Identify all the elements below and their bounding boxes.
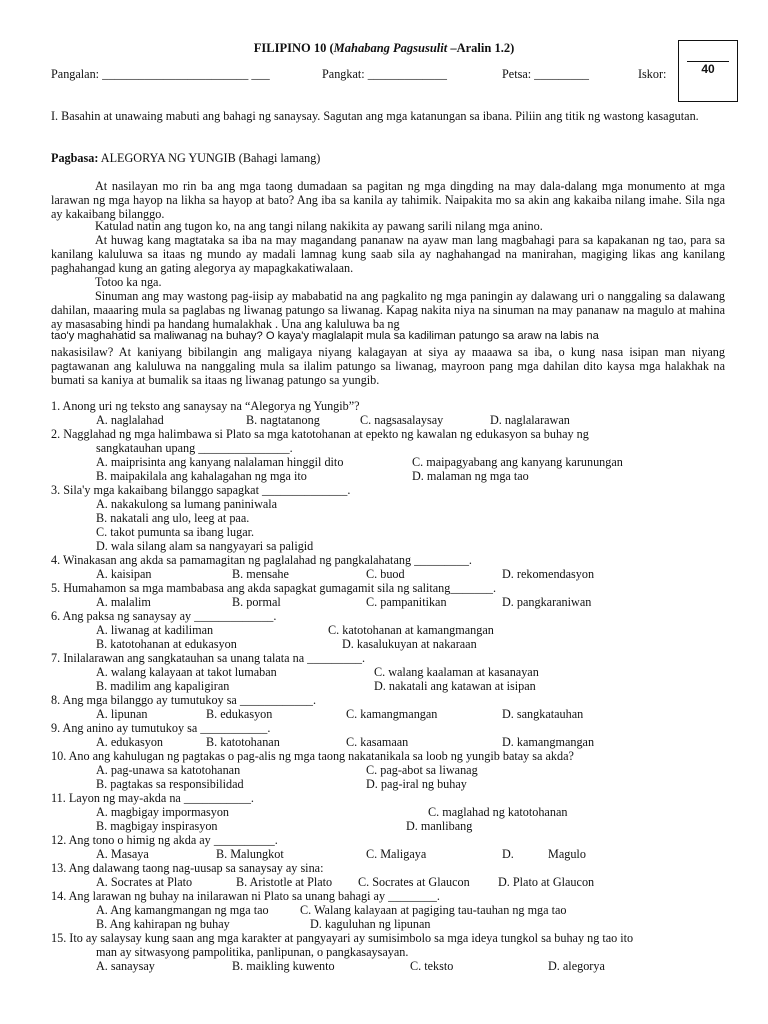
- score-total: 40: [701, 62, 715, 76]
- option-c: C. buod: [366, 567, 405, 581]
- option-b: B. maipakilala ang kahalagahan ng mga ito: [96, 469, 307, 483]
- question-2-cont: sangkatauhan upang _______________.: [96, 441, 293, 455]
- option-d: D. kaguluhan ng lipunan: [310, 917, 431, 931]
- question-2: 2. Nagglahad ng mga halimbawa si Plato sa mga katotohanan at epekto ng kawalan ng edukasyon sa buhay ng: [51, 427, 589, 441]
- option-d-letter: D.: [502, 847, 514, 861]
- option-b: B. mensahe: [232, 567, 289, 581]
- option-c: C. Walang kalayaan at pagiging tau-tauhan ng mga tao: [300, 903, 567, 917]
- option-a: A. liwanag at kadiliman: [96, 623, 214, 637]
- option-d: D. alegorya: [548, 959, 605, 973]
- question-15-cont: man ay sitwasyong pampolitika, panlipunan, o pangkasaysayan.: [96, 945, 409, 959]
- question-6: 6. Ang paksa ng sanaysay ay _____________.: [51, 609, 277, 623]
- option-c: C. maipagyabang ang kanyang karunungan: [412, 455, 623, 469]
- title-subtitle: Mahabang Pagsusulit: [333, 41, 448, 55]
- option-b: B. Aristotle at Plato: [236, 875, 333, 889]
- question-9: 9. Ang anino ay tumutukoy sa ___________.: [51, 721, 271, 735]
- option-b: B. edukasyon: [206, 707, 273, 721]
- option-c: C. teksto: [410, 959, 454, 973]
- score-box: [678, 40, 738, 102]
- option-b: B. pormal: [232, 595, 281, 609]
- option-c: C. maglahad ng katotohanan: [428, 805, 568, 819]
- option-d: D. manlibang: [406, 819, 473, 833]
- option-c: C. walang kaalaman at kasanayan: [374, 665, 539, 679]
- date-field: Petsa: _________: [502, 67, 590, 81]
- name-field: Pangalan: ________________________ ___: [51, 67, 270, 81]
- option-a: A. pag-unawa sa katotohanan: [96, 763, 241, 777]
- option-c: C. Socrates at Glaucon: [358, 875, 470, 889]
- section-field: Pangkat: _____________: [322, 67, 447, 81]
- option-c: C. takot pumunta sa ibang lugar.: [96, 525, 255, 539]
- option-a: A. Ang kamangmangan ng mga tao: [96, 903, 269, 917]
- question-11: 11. Layon ng may-akda na ___________.: [51, 791, 254, 805]
- option-c: C. nagsasalaysay: [360, 413, 444, 427]
- option-b: B. nagtatanong: [246, 413, 320, 427]
- question-5: 5. Humahamon sa mga mambabasa ang akda sapagkat gumagamit sila ng salitang_______.: [51, 581, 497, 595]
- option-b: B. pagtakas sa responsibilidad: [96, 777, 244, 791]
- option-a: A. sanaysay: [96, 959, 155, 973]
- title-lesson: –Aralin 1.2): [447, 41, 515, 55]
- reading-paragraph-2: Katulad natin ang tugon ko, na ang tangi nilang nakikita ay pawang sarili nilang mga anino.: [95, 219, 543, 233]
- option-a: A. Masaya: [96, 847, 149, 861]
- question-13: 13. Ang dalawang taong nag-uusap sa sanaysay ay sina:: [51, 861, 324, 875]
- option-c: C. pag-abot sa liwanag: [366, 763, 478, 777]
- question-15: 15. Ito ay salaysay kung saan ang mga karakter at pangyayari ay sumisimbolo sa mga ideya tungkol sa buhay ng tao ito: [51, 931, 634, 945]
- option-b: B. katotohanan at edukasyon: [96, 637, 237, 651]
- option-b: B. Ang kahirapan ng buhay: [96, 917, 230, 931]
- question-1: 1. Anong uri ng teksto ang sanaysay na “Alegorya ng Yungib”?: [51, 399, 360, 413]
- option-a: A. naglalahad: [96, 413, 164, 427]
- option-b: B. magbigay inspirasyon: [96, 819, 218, 833]
- option-d: D. pag-iral ng buhay: [366, 777, 467, 791]
- option-c: C. kasamaan: [346, 735, 409, 749]
- reading-title: ALEGORYA NG YUNGIB (Bahagi lamang): [98, 151, 321, 165]
- question-7: 7. Inilalarawan ang sangkatauhan sa unang talata na _________.: [51, 651, 366, 665]
- page-title: [0, 41, 768, 55]
- reading-label: Pagbasa:: [51, 151, 99, 165]
- option-c: C. kamangmangan: [346, 707, 438, 721]
- option-b: B. maikling kuwento: [232, 959, 335, 973]
- option-b: B. Malungkot: [216, 847, 284, 861]
- option-a: A. Socrates at Plato: [96, 875, 193, 889]
- option-a: A. lipunan: [96, 707, 148, 721]
- option-a: A. maiprisinta ang kanyang nalalaman hinggil dito: [96, 455, 344, 469]
- question-14: 14. Ang larawan ng buhay na inilarawan ni Plato sa unang bahagi ay ________.: [51, 889, 440, 903]
- option-d: D. sangkatauhan: [502, 707, 584, 721]
- option-d: D. kasalukuyan at nakaraan: [342, 637, 477, 651]
- reading-paragraph-3: At huwag kang magtataka sa iba na may magandang pananaw na ayaw man lang magbahagi para sa kapakanan ng tao, para sa kanilang kaluluwa sa itaas ng mundo ay madali lamnag kung saab sila ay naghahangad na manirahan, magiging likas ang kanilang paghahangad kung an gating alegorya ay mapagkakatiwalaan.: [51, 233, 725, 276]
- reading-paragraph-5: Sinuman ang may wastong pag-iisip ay mababatid na ang pagkalito ng mga paningin ay dalawang uri o nanggaling sa dalawang dahilan, maaaring mula sa paglabas ng liwanag patungo sa liwanag. Kapag nakita niya na sinuman na may pananaw na magulo at mahina ay masasabing hindi pa handang humalakhak . Una ang kaluluwa ba ng: [51, 289, 725, 332]
- question-8: 8. Ang mga bilanggo ay tumutukoy sa ____________.: [51, 693, 317, 707]
- option-d: D. naglalarawan: [490, 413, 570, 427]
- option-a: A. walang kalayaan at takot lumaban: [96, 665, 277, 679]
- score-label: Iskor:: [638, 67, 667, 81]
- option-a: A. nakakulong sa lumang paniniwala: [96, 497, 278, 511]
- option-d: D. wala silang alam sa nangyayari sa paligid: [96, 539, 314, 553]
- question-3: 3. Sila'y mga kakaibang bilanggo sapagkat ______________.: [51, 483, 351, 497]
- option-d: D. rekomendasyon: [502, 567, 595, 581]
- option-a: A. malalim: [96, 595, 151, 609]
- option-b: B. nakatali ang ulo, leeg at paa.: [96, 511, 250, 525]
- reading-paragraph-1: At nasilayan mo rin ba ang mga taong dumadaan sa pagitan ng mga dingding na may dala-dalang mga monumento at mga larawan ng mga hayop na likha sa hayop at bato? Ang iba sa kanila ay tahimik. Naipakita mo sa akin ang kakaiba nilang imahe. Sila nga ay kakaibang bilanggo.: [51, 179, 725, 222]
- option-a: A. kaisipan: [96, 567, 152, 581]
- question-10: 10. Ano ang kahulugan ng pagtakas o pag-alis ng mga taong nakatanikala sa loob ng yungib batay sa akda?: [51, 749, 574, 763]
- option-d: D. Plato at Glaucon: [498, 875, 595, 889]
- title-subject: FILIPINO 10 (: [253, 41, 334, 55]
- question-4: 4. Winakasan ang akda sa pamamagitan ng paglalahad ng pangkalahatang _________.: [51, 553, 472, 567]
- option-d-text: Magulo: [548, 847, 586, 861]
- reading-heading: [51, 151, 320, 165]
- option-d: D. nakatali ang katawan at isipan: [374, 679, 536, 693]
- option-a: A. magbigay impormasyon: [96, 805, 230, 819]
- option-b: B. katotohanan: [206, 735, 280, 749]
- option-c: C. katotohanan at kamangmangan: [328, 623, 494, 637]
- option-b: B. madilim ang kapaligiran: [96, 679, 230, 693]
- option-c: C. pampanitikan: [366, 595, 447, 609]
- option-a: A. edukasyon: [96, 735, 164, 749]
- instructions: I. Basahin at unawaing mabuti ang bahagi ng sanaysay. Sagutan ang mga katanungan sa ibana. Piliin ang titik ng wastong kasagutan.: [51, 109, 699, 123]
- reading-paragraph-5-end: nakasisilaw? At kaniyang bibilangin ang maligaya niyang kalagayan at siya ay maaawa sa iba, o kung nasa isipan man niyang pagtawanan ang kaluluwa na nanggaling mula sa ilalim patungo sa liwanag, mayroon pang mga dahilan dito kaysa mga halakhak na bumati sa kaniya at bumalik sa itaas ng liwanag patungo sa yungib.: [51, 345, 725, 388]
- option-d: D. pangkaraniwan: [502, 595, 592, 609]
- question-12: 12. Ang tono o himig ng akda ay __________.: [51, 833, 278, 847]
- option-d: D. malaman ng mga tao: [412, 469, 529, 483]
- option-d: D. kamangmangan: [502, 735, 595, 749]
- reading-paragraph-4: Totoo ka nga.: [95, 275, 162, 289]
- option-c: C. Maligaya: [366, 847, 427, 861]
- reading-paragraph-5-sans: tao'y maghahatid sa maliwanag na buhay? O kaya'y maglalapit mula sa kadiliman patungo sa araw na labis na: [51, 330, 599, 342]
